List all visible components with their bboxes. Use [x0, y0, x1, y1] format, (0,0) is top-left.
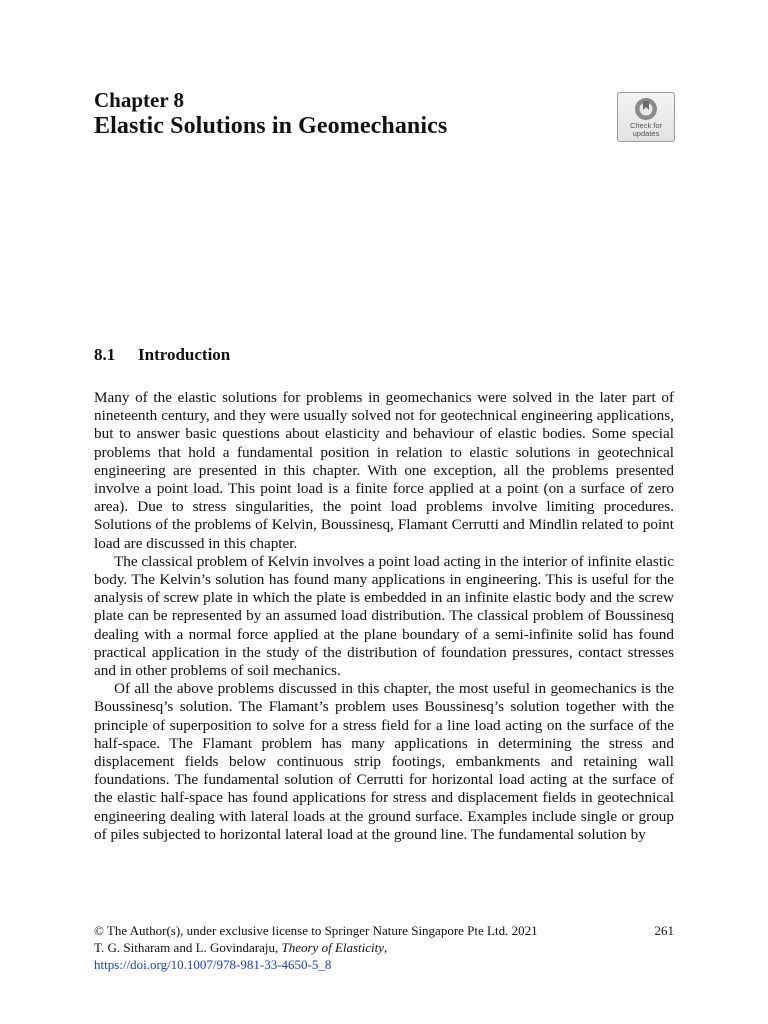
badge-text	[630, 122, 662, 138]
copyright-notice: © The Author(s), under exclusive license to Springer Nature Singapore Pte Ltd. 2021	[94, 923, 538, 938]
check-for-updates-badge[interactable]	[617, 92, 675, 142]
paragraph: Many of the elastic solutions for problems in geomechanics were solved in the later part of nineteenth century, and they were usually solved not for geotechnical engineering applications, but to answer basic questions about elasticity and behaviour of elastic bodies. Some special problems that hold a fundamental position in relation to elastic solutions in geotechnical engineering are presented in this chapter. With one exception, all the problems presented involve a point load. This point load is a finite force applied at a point (on a surface of zero area). Due to stress singularities, the point load problems involve limiting procedures. Solutions of the problems of Kelvin, Boussinesq, Flamant Cerrutti and Mindlin related to point load are discussed in this chapter.	[94, 389, 674, 552]
page-number: 261	[654, 923, 674, 938]
badge-line-2: updates	[632, 129, 660, 138]
chapter-title: Elastic Solutions in Geomechanics	[94, 113, 448, 139]
body-text	[94, 389, 674, 844]
paragraph: The classical problem of Kelvin involves a point load acting in the interior of infinite elastic body. The Kelvin’s solution has found many applications in engineering. This is useful for the analysis of screw plate in which the plate is embedded in an infinite elastic body and the screw plate can be represented by an assumed load distribution. The classical problem of Boussinesq dealing with a normal force applied at the plane boundary of a semi-infinite solid has found practical application in the study of the distribution of foundation pressures, contact stresses and in other problems of soil mechanics.	[94, 552, 674, 680]
badge-line-1: Check for	[629, 121, 663, 130]
section-title: Introduction	[138, 345, 231, 364]
citation	[94, 939, 674, 956]
citation-comma: ,	[384, 940, 388, 955]
paragraph: Of all the above problems discussed in this chapter, the most useful in geomechanics is the Boussinesq’s solution. The Flamant’s problem uses Boussinesq’s solution together with the principle of superposition to solve for a stress field for a line load acting on the surface of the half-space. The Flamant problem has many applications in determining the stress and displacement fields below continuous strip footings, embankments and retaining wall foundations. The fundamental solution of Cerrutti for horizontal load acting at the surface of the elastic half-space has found applications for stress and displacement fields in geotechnical engineering dealing with lateral loads at the ground surface. Examples include single or group of piles subjected to horizontal lateral load at the ground line. The fundamental solution by	[94, 680, 674, 843]
authors: T. G. Sitharam and L. Govindaraju,	[94, 940, 282, 955]
section-heading	[94, 345, 230, 365]
chapter-label: Chapter 8	[94, 88, 185, 112]
doi-link[interactable]: https://doi.org/10.1007/978-981-33-4650-5_8	[94, 957, 332, 972]
section-number: 8.1	[94, 345, 116, 364]
page	[94, 0, 674, 1024]
check-for-updates-icon	[634, 97, 658, 121]
book-title: Theory of Elasticity	[281, 940, 385, 955]
footer	[94, 922, 674, 973]
